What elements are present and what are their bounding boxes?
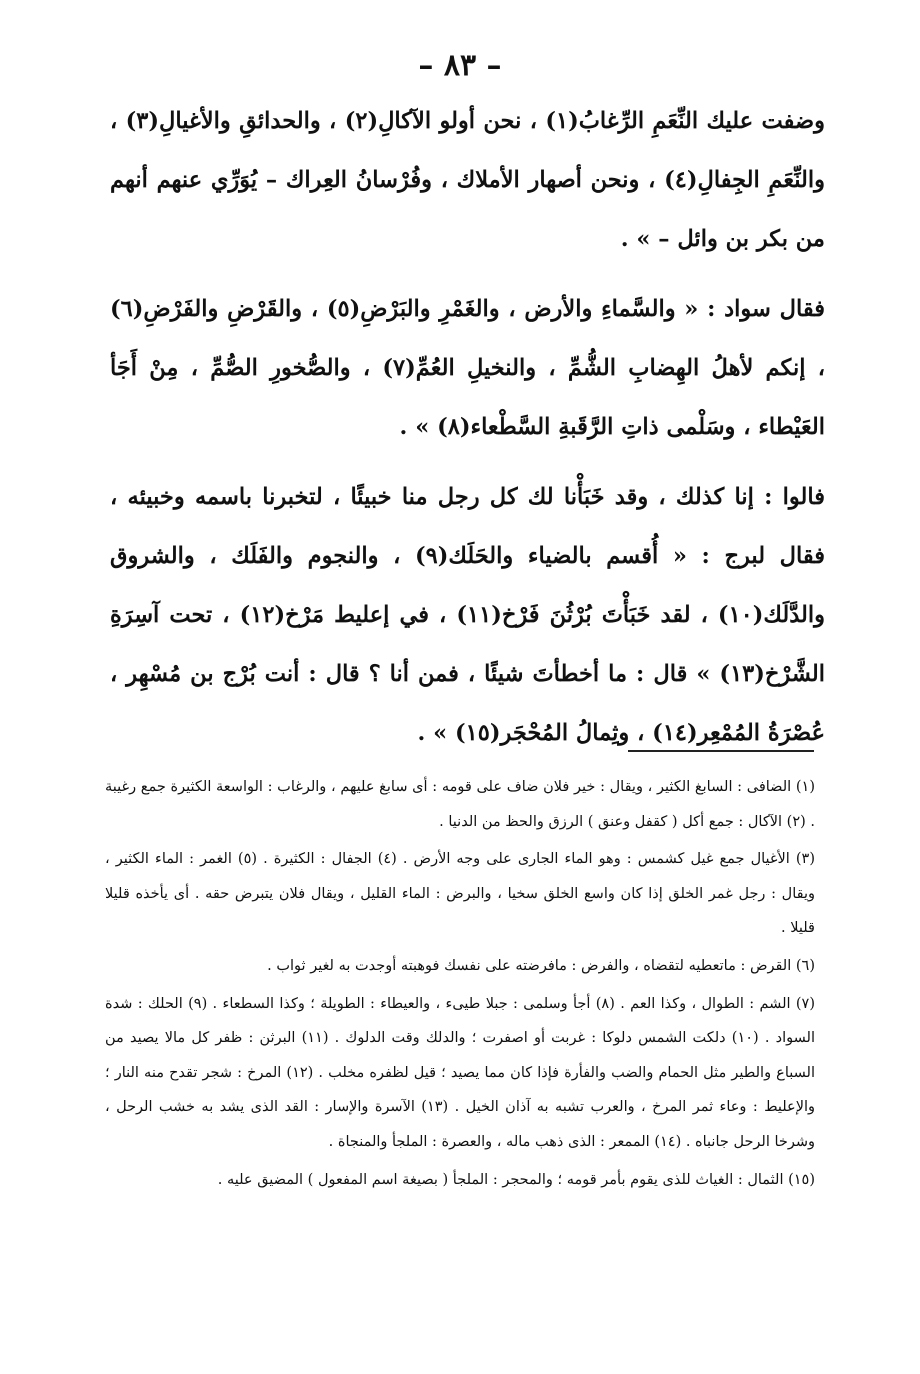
paragraph: وضفت عليك النِّعَمِ الرِّغابُ(١) ، نحن أولو الآكالِ(٢) ، والحدائقِ والأغيالِ(٣) ، والنِّعَمِ الجِفالِ(٤) ، ونحن أصهار الأملاك ، وفُرْسانُ العِراك – يُوَرِّي عنهم أنهم من بكر بن وائل – » .	[110, 108, 826, 252]
paragraph: فالوا : إنا كذلك ، وقد خَبَأْنا لك كل رجل منا خبيئًا ، لتخبرنا باسمه وخبيئه ، فقال لبرج : « أُقسم بالضياء والحَلَك(٩) ، والنجوم والفَلَك ، والشروق والدَّلَك(١٠) ، لقد خَبَأْتَ بُرْثُنَ فَرْخ(١١) ، في إعليط مَرْخ(١٢) ، تحت آسِرَةِ الشَّرْخ(١٣) » قال : ما أخطأتَ شيئًا ، فمن أنا ؟ قال : أنت بُرْج بن مُسْهِر ، عُصْرَةُ المُمْعِر(١٤) ، وثِمالُ المُحْجَر(١٥) » .	[110, 484, 825, 746]
footnote: (٧) الشم : الطوال ، وكذا العم . (٨) أجأ وسلمى : جبلا طيىء ، والعيطاء : الطويلة ؛ وكذا السطعاء . (٩) الحلك : شدة السواد . (١٠) دلكت الشمس دلوكا : غربت أو اصفرت ؛ والدلك وقت الدلوك . (١١) البرثن : ظفر كل مالا يصيد من السباع والطير مثل الحمام والضب والفأرة فإذا كان مما يصيد ؛ قيل لظفره مخلب . (١٢) المرخ : شجر تقدح منه النار ؛ والإعليط : وعاء ثمر المرخ ، والعرب تشبه به آذان الخيل . (١٣) الآسرة والإسار : القد الذى يشد به خشب الرحل ، وشرخا الرحل جانباه . (١٤) الممعر : الذى ذهب ماله ، والعصرة : الملجأ والمنجاة .	[105, 995, 816, 1150]
paragraph: فقال سواد : « والسَّماءِ والأرض ، والغَمْرِ والبَرْضِ(٥) ، والقَرْضِ والفَرْضِ(٦) ، إنكم لأهلُ الهِضابِ الشُّمِّ ، والنخيلِ العُمِّ(٧) ، والصُّخورِ الصُّمِّ ، مِنْ أَجَأ العَيْطاء ، وسَلْمى ذاتِ الرَّقَبةِ السَّطْعاء(٨) » .	[110, 296, 825, 440]
footnotes	[105, 770, 815, 1200]
footnote: (٣) الأغيال جمع غيل كشمس : وهو الماء الجارى على وجه الأرض . (٤) الجفال : الكثيرة . (٥) الغمر : الماء الكثير ، ويقال : رجل غمر الخلق إذا كان واسع الخلق سخيا ، والبرض : الماء القليل ، ويقال فلان يتبرض حقه . أى يأخذه قليلا قليلا .	[105, 851, 815, 937]
footnote: (٦) القرض : ماتعطيه لتقضاه ، والفرض : مافرضته على نفسك فوهبته أوجدت به لغير ثواب .	[267, 957, 815, 974]
page-number: – ٨٣ –	[418, 48, 502, 83]
footnote: (١٥) الثمال : الغياث للذى يقوم بأمر قومه ؛ والمحجر : الملجأ ( بصيغة اسم المفعول ) المضيق عليه .	[217, 1171, 815, 1188]
footnote: (١) الضافى : السابغ الكثير ، ويقال : خير فلان ضاف على قومه : أى سابغ عليهم ، والرغاب : الواسعة الكثيرة جمع رغيبة . (٢) الآكال : جمع أكل ( كقفل وعنق ) الرزق والحظ من الدنيا .	[105, 779, 815, 830]
footnote-divider	[628, 750, 814, 752]
main-text	[110, 92, 825, 774]
